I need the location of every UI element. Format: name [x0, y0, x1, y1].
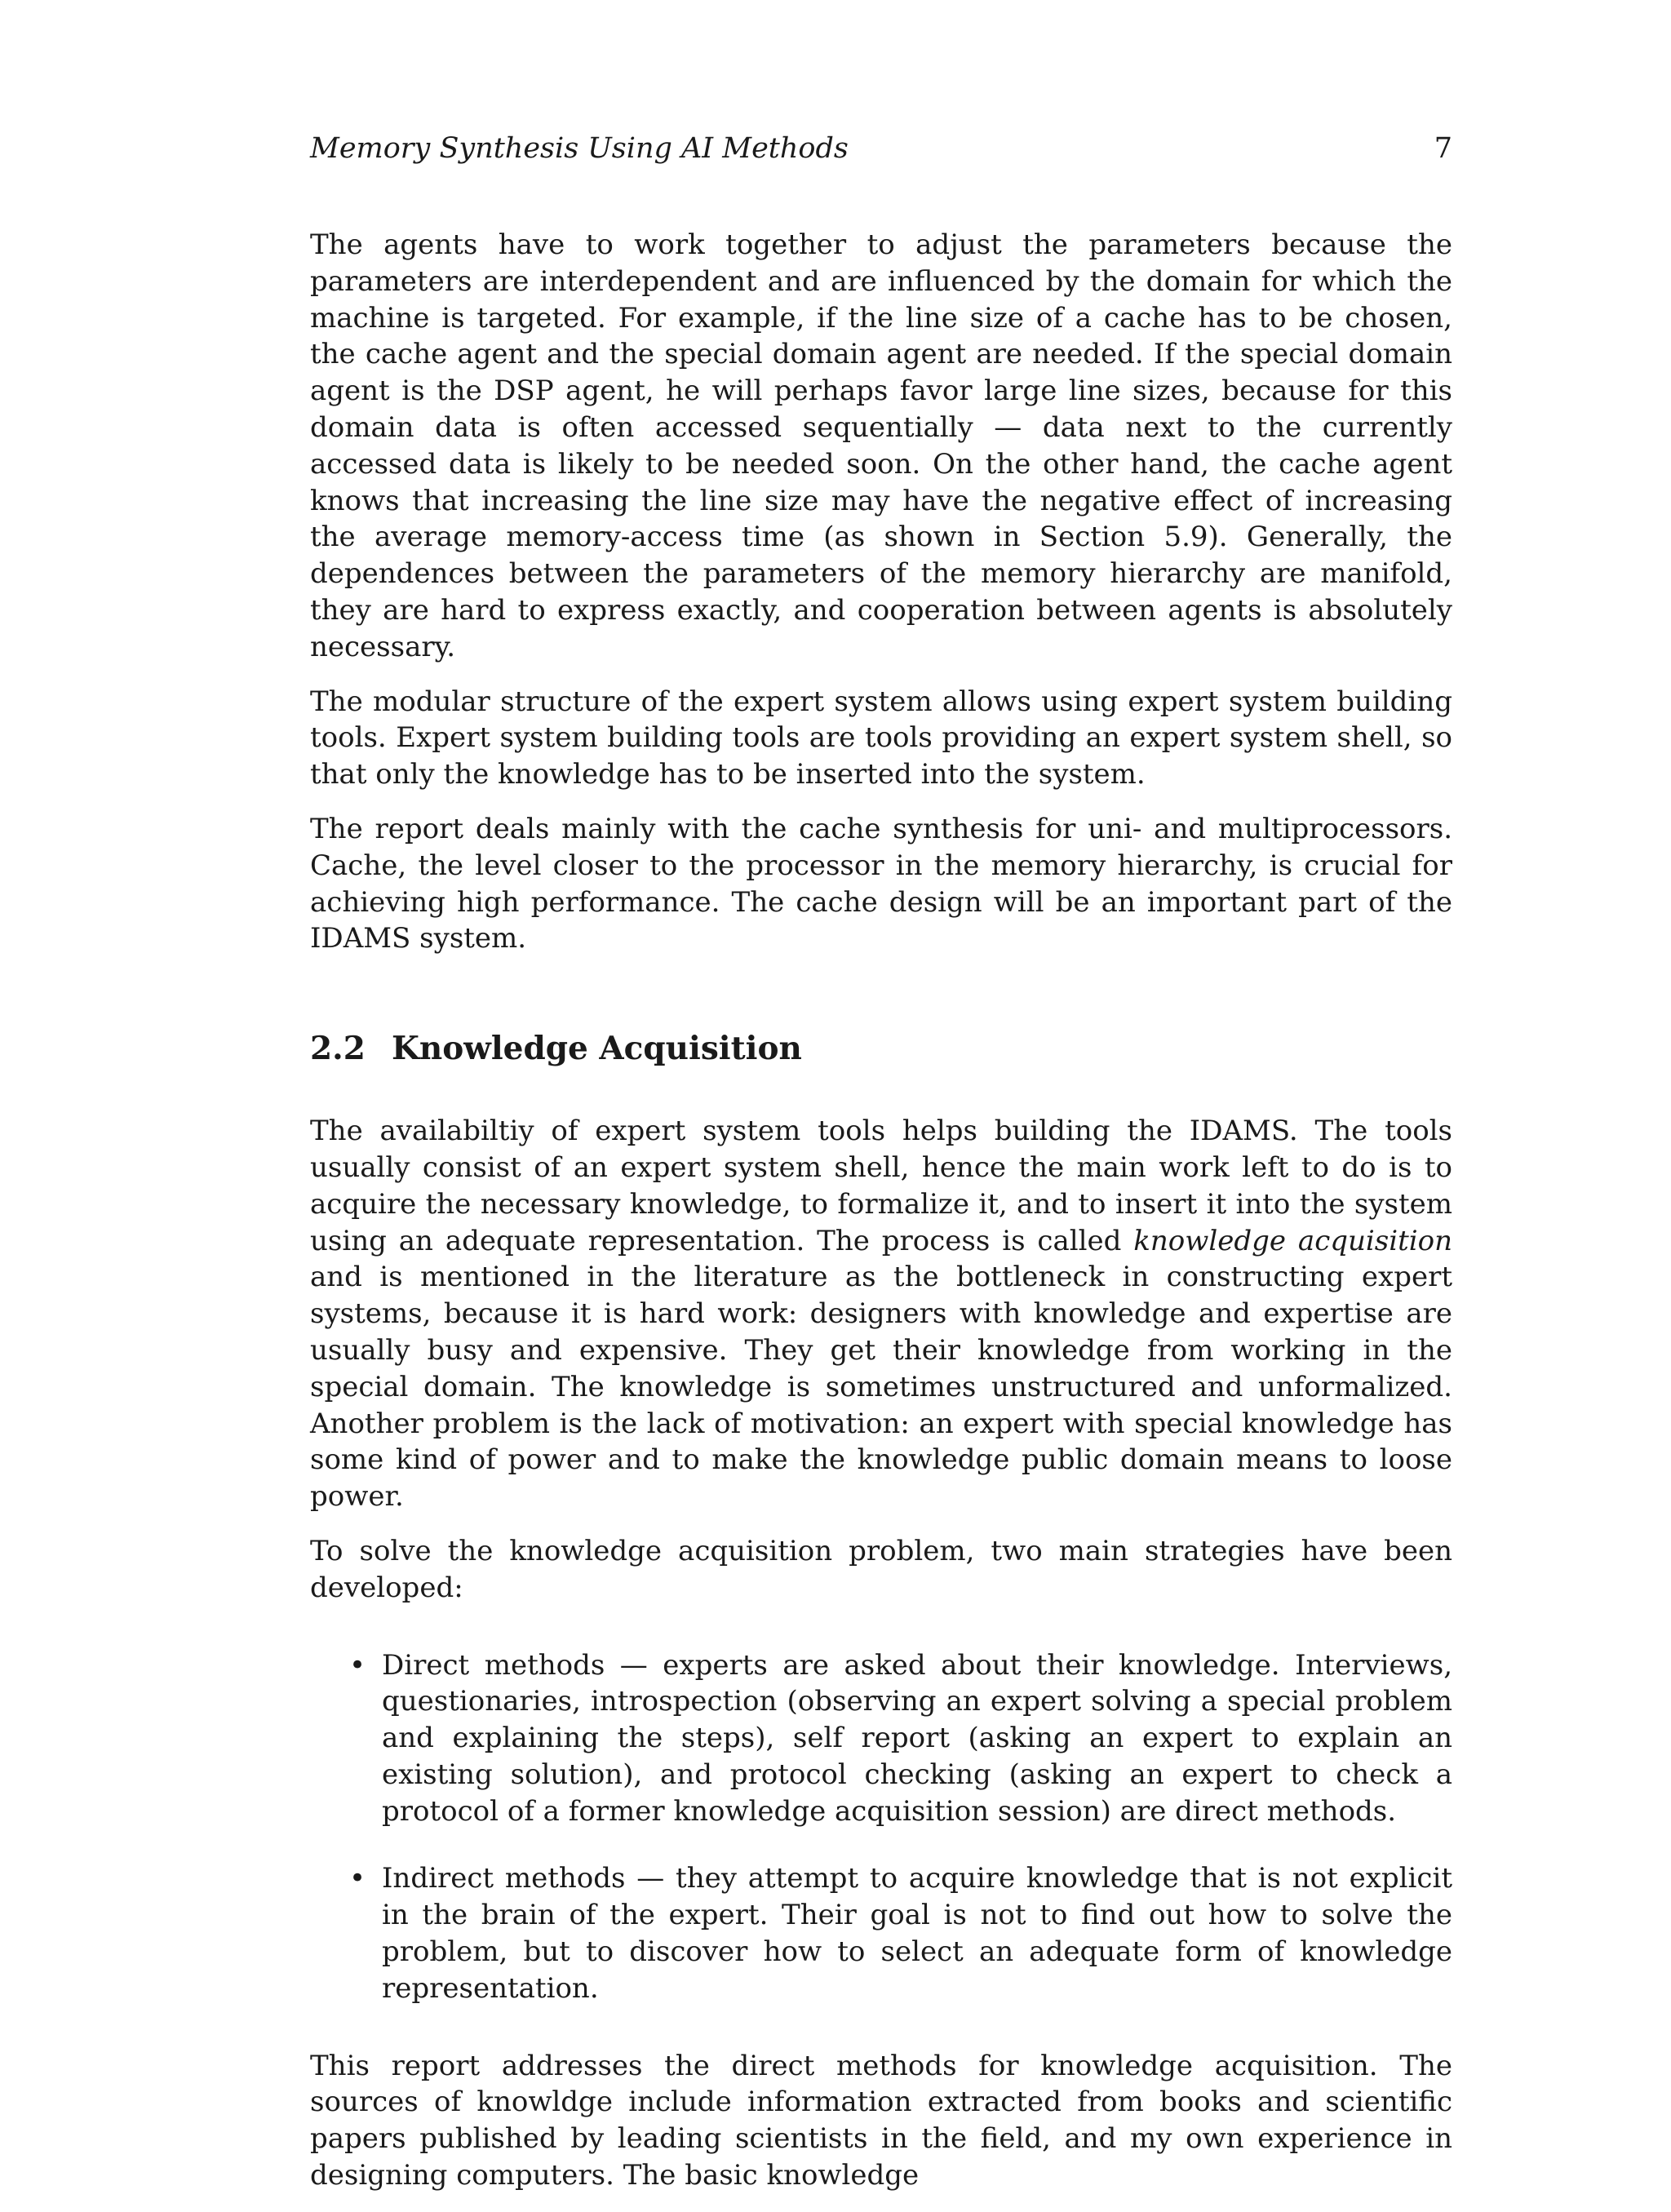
running-head: [310, 131, 1452, 166]
strategy-list: [310, 1647, 1452, 2007]
paragraph-strategies-intro: To solve the knowledge acquisition problem, two main strategies have been developed:: [310, 1534, 1452, 1604]
list-item-indirect-methods: • Indirect methods — they attempt to acquire knowledge that is not explicit in the brain of the expert. Their goal is not to find out how to solve the problem, but to discover how to select an adequate form of knowledge representation.: [310, 1860, 1452, 2006]
section-number: 2.2: [310, 1030, 366, 1068]
ka-text-before: The availabiltiy of expert system tools helps building the IDAMS. The tools usually consist of an expert system shell, hence the main work left to do is to acquire the necessary knowledge, to formalize it, and to insert it into the system using an adequate representation. The process is called: [310, 1115, 1452, 1257]
section-title: Knowledge Acquisition: [392, 1030, 802, 1068]
paragraph-knowledge-acquisition: [310, 1113, 1452, 1515]
paragraph-cache-synthesis: The report deals mainly with the cache synthesis for uni- and multiprocessors. Cache, the level closer to the processor in the memory hierarchy, is crucial for achieving high performance. The cache design will be an important part of the IDAMS system.: [310, 812, 1452, 955]
ka-text-after: and is mentioned in the literature as the bottleneck in constructing expert systems, because it is hard work: designers with knowledge and expertise are usually busy and expensive. They get their knowledge from working in the special domain. The knowledge is sometimes unstructured and unformalized. Another problem is the lack of motivation: an expert with special knowledge has some kind of power and to make the knowledge public domain means to loose power.: [310, 1261, 1452, 1514]
ka-emphasis: knowledge acquisition: [1133, 1224, 1452, 1257]
list-item-direct-methods: • Direct methods — experts are asked about their knowledge. Interviews, questionaries, introspection (observing an expert solving a special problem and explaining the steps), self report (asking an expert to explain an existing solution), and protocol checking (asking an expert to check a protocol of a former knowledge acquisition session) are direct methods.: [310, 1647, 1452, 1830]
body-text: [310, 227, 1452, 2212]
running-title: Memory Synthesis Using AI Methods: [310, 132, 849, 165]
page-number: 7: [1434, 132, 1452, 165]
paragraph-agents: The agents have to work together to adjust the parameters because the parameters are interdependent and are influenced by the domain for which the machine is targeted. For example, if the line size of a cache has to be chosen, the cache agent and the special domain agent are needed. If the special domain agent is the DSP agent, he will perhaps favor large line sizes, because for this domain data is often accessed sequentially — data next to the currently accessed data is likely to be needed soon. On the other hand, the cache agent knows that increasing the line size may have the negative effect of increasing the average memory-access time (as shown in Section 5.9). Generally, the dependences between the parameters of the memory hierarchy are manifold, they are hard to express exactly, and cooperation between agents is absolutely necessary.: [310, 228, 1452, 663]
paragraph-modular-structure: The modular structure of the expert system allows using expert system building tools. Expert system building tools are tools providing an expert system shell, so that only the knowledge has to be inserted into the system.: [310, 685, 1452, 791]
paragraph-direct-methods-report: This report addresses the direct methods for knowledge acquisition. The sources of knowldge include information extracted from books and scientific papers published by leading scientists in the field, and my own experience in designing computers. The basic knowledge: [310, 2049, 1452, 2192]
section-heading: [310, 1029, 1452, 1068]
